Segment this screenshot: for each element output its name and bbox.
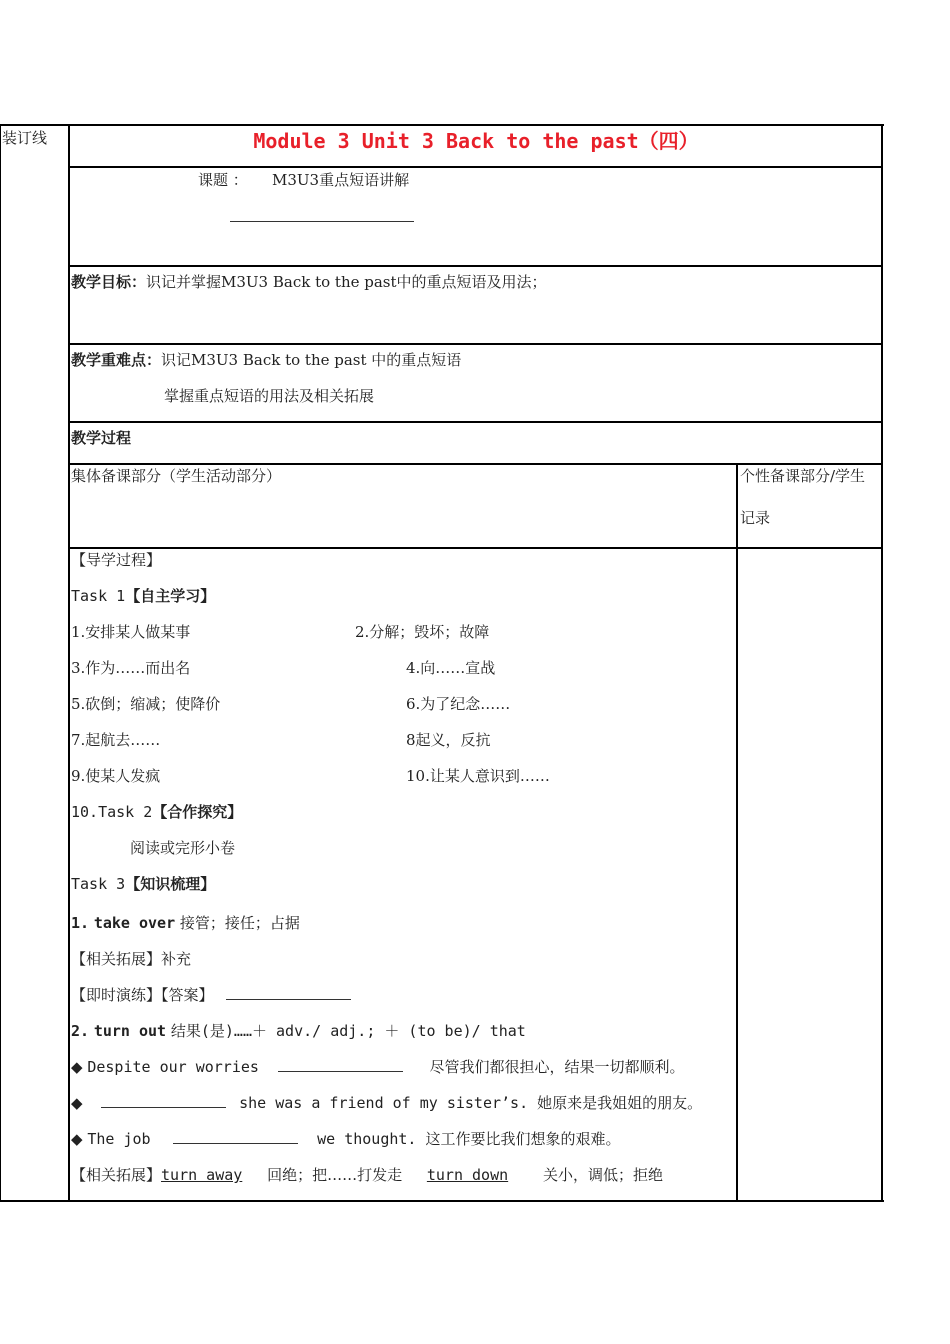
col-right-header-1: 个性备课部分/学生 — [740, 467, 866, 485]
expand2-phrase1: turn away — [161, 1166, 243, 1184]
row-divider-3 — [68, 343, 883, 345]
phrase1-phrase: take over — [93, 914, 176, 932]
topic-value: M3U3重点短语讲解 — [272, 171, 410, 189]
expand2-phrase2: turn down — [426, 1166, 509, 1184]
task1-item: 6.为了纪念…… — [406, 695, 511, 713]
objective-label: 教学目标： — [71, 273, 147, 291]
expand1-row — [71, 949, 191, 969]
phrase1-row — [71, 913, 300, 933]
practice-label: 【即时演练】【答案】 — [71, 986, 214, 1004]
task1-item: 5.砍倒；缩减；使降价 — [71, 695, 221, 713]
objective-row — [71, 272, 547, 292]
task1-bracket: 【自主学习】 — [125, 587, 216, 605]
task2-bracket: 【合作探究】 — [152, 803, 243, 821]
topic-underline — [230, 221, 414, 222]
practice-row — [71, 985, 351, 1005]
phrase2-num: 2. — [71, 1022, 90, 1040]
table-border-bottom — [0, 1200, 884, 1202]
task1-item: 8起义，反抗 — [406, 731, 491, 749]
difficulty-row — [71, 350, 461, 370]
example-blank[interactable] — [101, 1093, 226, 1108]
task2-content: 阅读或完形小卷 — [130, 839, 236, 857]
task1-heading — [71, 586, 215, 606]
task1-item: 10.让某人意识到…… — [406, 767, 550, 785]
phrase2-meaning: 结果(是)……＋ adv./ adj.; ＋ (to be)/ that — [170, 1022, 526, 1040]
task3-heading — [71, 874, 215, 894]
task1-label: Task 1 — [71, 587, 126, 605]
expand2-meaning2: 关小，调低；拒绝 — [542, 1166, 663, 1184]
expand-label: 【相关拓展】 — [71, 950, 162, 968]
task3-label: Task 3 — [71, 875, 126, 893]
difficulty-label: 教学重难点： — [71, 351, 162, 369]
row-divider-6 — [68, 547, 883, 549]
task2-heading — [71, 802, 242, 822]
phrase2-phrase: turn out — [93, 1022, 167, 1040]
example-blank[interactable] — [278, 1057, 403, 1072]
example-before: The job — [87, 1130, 151, 1148]
col-left-header: 集体备课部分（学生活动部分） — [71, 467, 282, 485]
col-right-header-2: 记录 — [740, 509, 771, 527]
example-row — [71, 1093, 702, 1113]
example-after: we thought. 这工作要比我们想象的艰难。 — [317, 1130, 621, 1148]
guide-heading: 【导学过程】 — [71, 551, 162, 569]
answer-blank[interactable] — [226, 985, 351, 1000]
table-border-top — [0, 124, 884, 126]
example-row — [71, 1129, 620, 1149]
bullet-icon: ◆ — [71, 1058, 83, 1076]
difficulty-line1: 识记M3U3 Back to the past 中的重点短语 — [161, 351, 462, 369]
task1-item: 4.向……宣战 — [406, 659, 496, 677]
example-row — [71, 1057, 685, 1077]
difficulty-line2: 掌握重点短语的用法及相关拓展 — [164, 387, 375, 405]
example-after: she was a friend of my sister’s. 她原来是我姐姐的朋友。 — [239, 1094, 703, 1112]
example-after: 尽管我们都很担心，结果一切都顺利。 — [429, 1058, 685, 1076]
bullet-icon: ◆ — [71, 1130, 83, 1148]
row-divider-1 — [68, 166, 883, 168]
example-blank[interactable] — [173, 1129, 298, 1144]
topic-label: 课题 ： — [198, 171, 248, 189]
table-border-right — [881, 124, 883, 1202]
bullet-icon: ◆ — [71, 1094, 83, 1112]
row-divider-4 — [68, 421, 883, 423]
binding-divider — [68, 124, 70, 1202]
column-divider — [736, 464, 738, 1202]
phrase1-num: 1. — [71, 914, 90, 932]
page-title: Module 3 Unit 3 Back to the past（四） — [253, 129, 699, 153]
objective-text: 识记并掌握M3U3 Back to the past中的重点短语及用法； — [146, 273, 547, 291]
phrase1-meaning: 接管；接任；占据 — [179, 914, 300, 932]
task3-bracket: 【知识梳理】 — [125, 875, 216, 893]
process-label: 教学过程 — [71, 429, 132, 447]
expand2-row — [71, 1165, 663, 1185]
task1-item: 2.分解；毁坏；故障 — [355, 623, 490, 641]
task1-item: 3.作为……而出名 — [71, 659, 191, 677]
expand2-meaning1: 回绝；把……打发走 — [267, 1166, 403, 1184]
task1-item: 1.安排某人做某事 — [71, 623, 191, 641]
expand-label: 【相关拓展】 — [71, 1166, 162, 1184]
phrase2-row — [71, 1021, 526, 1041]
task2-label: 10.Task 2 — [71, 803, 153, 821]
task1-item: 9.使某人发疯 — [71, 767, 161, 785]
expand1-text: 补充 — [161, 950, 192, 968]
table-border-left-lower — [0, 124, 1, 1202]
task1-item: 7.起航去…… — [71, 731, 161, 749]
binding-line-label: 装订线 — [2, 129, 48, 147]
example-before: Despite our worries — [87, 1058, 259, 1076]
row-divider-5 — [68, 463, 883, 465]
row-divider-2 — [68, 265, 883, 267]
